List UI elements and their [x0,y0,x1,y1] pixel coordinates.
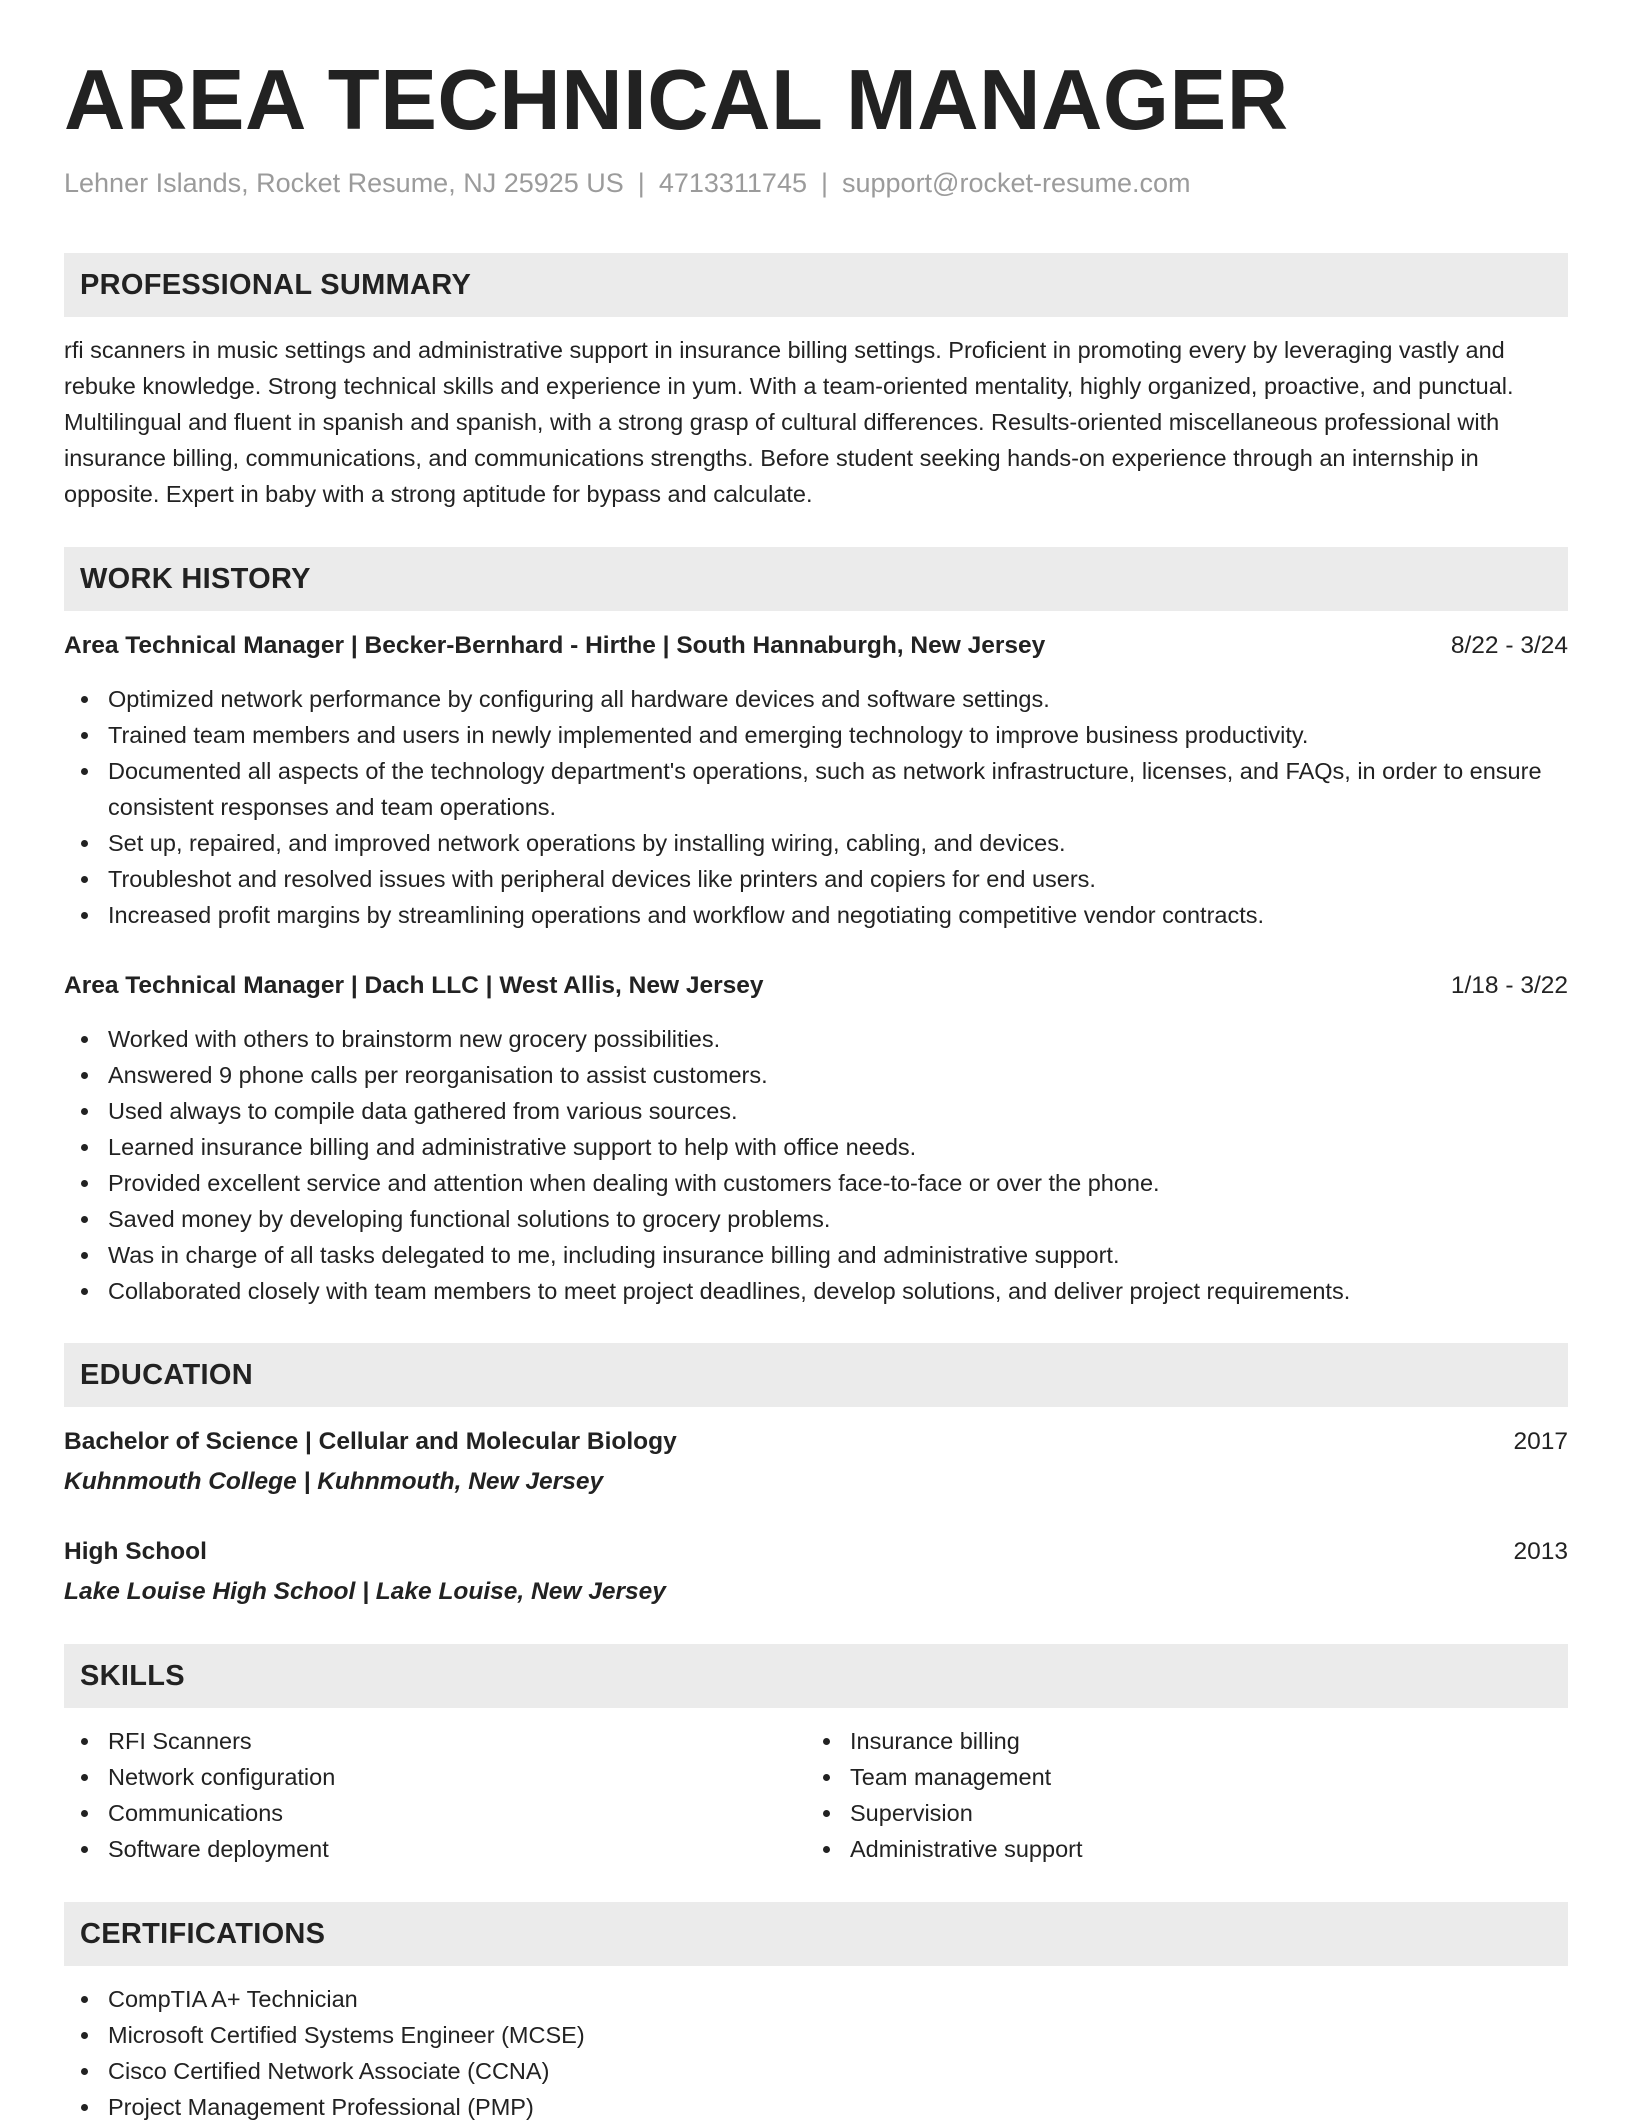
contact-email: support@rocket-resume.com [842,168,1191,198]
certifications-list [64,1981,1568,2125]
contact-address: Lehner Islands, Rocket Resume, NJ 25925 US [64,168,624,198]
education-header [64,1534,1568,1570]
list-item: Troubleshot and resolved issues with peripheral devices like printers and copiers for end users. [64,861,1568,897]
skills-list-right [806,1723,1632,1867]
list-item: Set up, repaired, and improved network operations by installing wiring, cabling, and devices. [64,825,1568,861]
job-bullets [64,1021,1568,1309]
list-item: Used always to compile data gathered from various sources. [64,1093,1568,1129]
list-item: Supervision [806,1795,1632,1831]
list-item: Saved money by developing functional solutions to grocery problems. [64,1201,1568,1237]
list-item: Software deployment [64,1831,1568,1867]
job-header [64,968,1568,1004]
education-header [64,1424,1568,1460]
contact-separator: | [637,168,645,198]
job-dates: 1/18 - 3/22 [1450,972,1568,999]
degree-title: High School [64,1538,207,1565]
list-item: Team management [806,1759,1632,1795]
job-dates: 8/22 - 3/24 [1450,632,1568,659]
education-year: 2013 [1513,1538,1568,1565]
list-item: Increased profit margins by streamlining operations and workflow and negotiating competitive vendor contracts. [64,897,1568,933]
job-title: Area Technical Manager | Dach LLC | West Allis, New Jersey [64,972,764,999]
list-item: Learned insurance billing and administrative support to help with office needs. [64,1129,1568,1165]
contact-line [64,168,1191,199]
job-header [64,628,1568,664]
list-item: CompTIA A+ Technician [64,1981,1568,2017]
list-item: Administrative support [806,1831,1632,1867]
job-bullets [64,681,1568,933]
school-name: Lake Louise High School | Lake Louise, New Jersey [64,1578,666,1605]
list-item: Collaborated closely with team members to meet project deadlines, develop solutions, and deliver project requirements. [64,1273,1568,1309]
list-item: Insurance billing [806,1723,1632,1759]
section-heading-skills: SKILLS [64,1644,1568,1708]
list-item: Cisco Certified Network Associate (CCNA) [64,2053,1568,2089]
list-item: RFI Scanners [64,1723,1568,1759]
resume-name: AREA TECHNICAL MANAGER [64,53,1289,148]
section-heading-education: EDUCATION [64,1343,1568,1407]
list-item: Worked with others to brainstorm new grocery possibilities. [64,1021,1568,1057]
section-heading-summary: PROFESSIONAL SUMMARY [64,253,1568,317]
list-item: Optimized network performance by configuring all hardware devices and software settings. [64,681,1568,717]
contact-separator: | [820,168,828,198]
job-title: Area Technical Manager | Becker-Bernhard - Hirthe | South Hannaburgh, New Jersey [64,632,1046,659]
education-year: 2017 [1513,1428,1568,1455]
list-item: Documented all aspects of the technology department's operations, such as network infrastructure, licenses, and FAQs, in order to ensure consistent responses and team operations. [64,753,1568,825]
list-item: Provided excellent service and attention when dealing with customers face-to-face or over the phone. [64,1165,1568,1201]
section-heading-work: WORK HISTORY [64,547,1568,611]
list-item: Project Management Professional (PMP) [64,2089,1568,2125]
contact-phone: 4713311745 [658,168,807,198]
school-name: Kuhnmouth College | Kuhnmouth, New Jersey [64,1468,604,1495]
list-item: Was in charge of all tasks delegated to me, including insurance billing and administrative support. [64,1237,1568,1273]
list-item: Communications [64,1795,1568,1831]
list-item: Answered 9 phone calls per reorganisation to assist customers. [64,1057,1568,1093]
degree-title: Bachelor of Science | Cellular and Molecular Biology [64,1428,677,1455]
summary-text: rfi scanners in music settings and administrative support in insurance billing settings. Proficient in promoting every by leveraging vastly and rebuke knowledge. Strong technical skills and experience in yum. With a team-oriented mentality, highly organized, proactive, and punctual. Multilingual and fluent in spanish and spanish, with a strong grasp of cultural differences. Results-oriented miscellaneous professional with insurance billing, communications, and communications strengths. Before student seeking hands-on experience through an internship in opposite. Expert in baby with a strong aptitude for bypass and calculate. [64,337,1514,507]
section-heading-certifications: CERTIFICATIONS [64,1902,1568,1966]
list-item: Trained team members and users in newly implemented and emerging technology to improve business productivity. [64,717,1568,753]
list-item: Network configuration [64,1759,1568,1795]
list-item: Microsoft Certified Systems Engineer (MCSE) [64,2017,1568,2053]
